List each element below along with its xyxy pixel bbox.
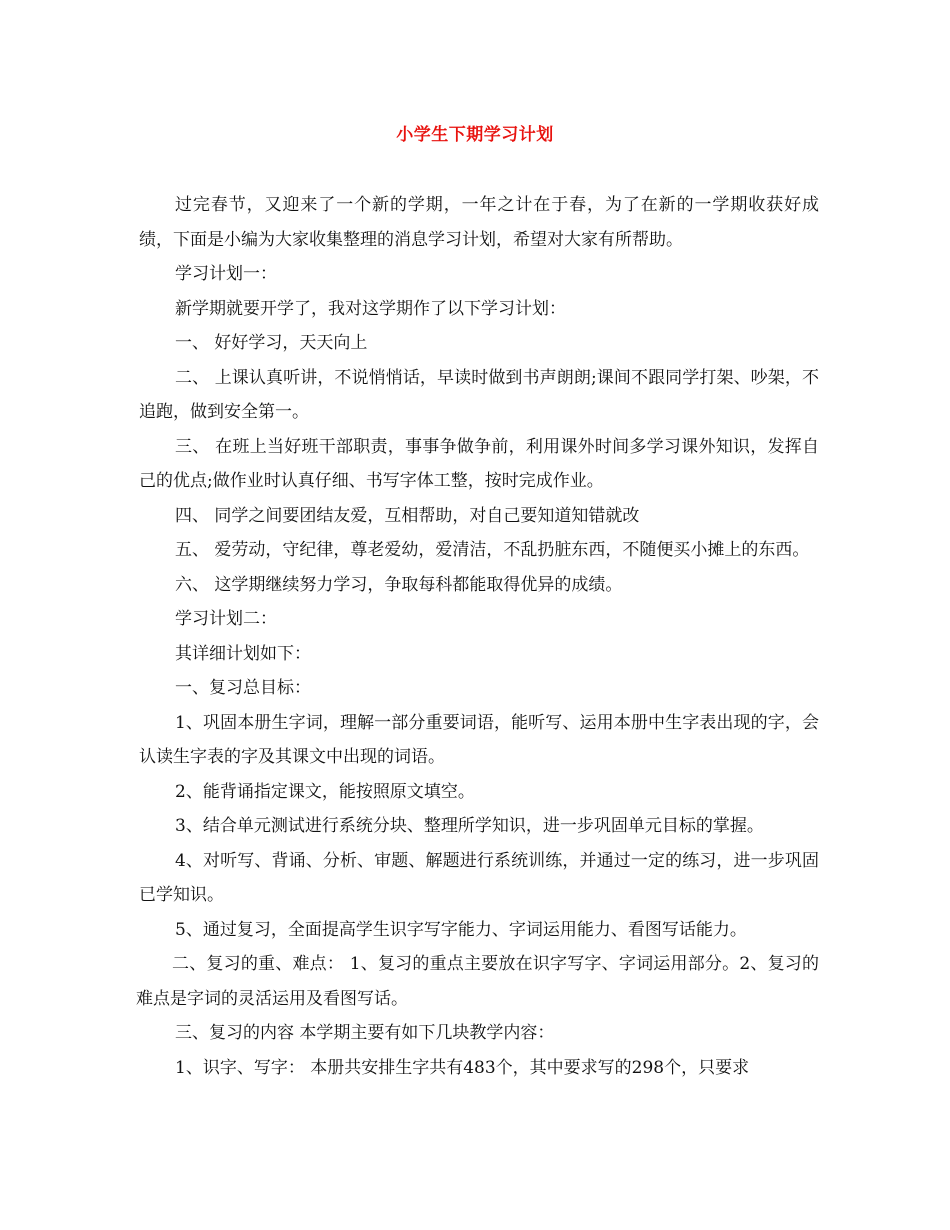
paragraph-review-goal-heading: 一、复习总目标： [175, 678, 311, 698]
paragraph-key-points: 二、复习的重、难点： 1、复习的重点主要放在识字写字、字词运用部分。2、复习的难点是字词的灵活运用及看图写话。 [136, 954, 819, 1009]
paragraph-review-content: 三、复习的内容 本学期主要有如下几块教学内容： [175, 1023, 555, 1043]
paragraph-plan-one-item-2: 二、 上课认真听讲，不说悄悄话，早读时做到书声朗朗;课间不跟同学打架、吵架，不追跑，做到安全第一。 [139, 367, 819, 422]
paragraph-plan-one-item-3: 三、 在班上当好班干部职责，事事争做争前，利用课外时间多学习课外知识，发挥自己的优点;做作业时认真仔细、书写字体工整，按时完成作业。 [139, 436, 819, 491]
paragraph-review-goal-1: 1、巩固本册生字词，理解一部分重要词语，能听写、运用本册中生字表出现的字，会认读生字表的字及其课文中出现的词语。 [139, 712, 819, 767]
paragraph-literacy: 1、识字、写字： 本册共安排生字共有483个，其中要求写的298个，只要求 [175, 1057, 750, 1078]
paragraph-plan-one-item-5: 五、 爱劳动，守纪律，尊老爱幼，爱清洁，不乱扔脏东西，不随便买小摊上的东西。 [175, 540, 810, 560]
paragraph-plan-one-item-4: 四、 同学之间要团结友爱，互相帮助，对自己要知道知错就改 [175, 505, 640, 526]
paragraph-review-goal-3: 3、结合单元测试进行系统分块、整理所学知识，进一步巩固单元目标的掌握。 [175, 816, 764, 836]
paragraph-plan-one-item-6: 六、 这学期继续努力学习，争取每科都能取得优异的成绩。 [175, 574, 623, 595]
paragraph-review-goal-2: 2、能背诵指定课文，能按照原文填空。 [175, 781, 475, 802]
document-body [136, 188, 819, 1085]
paragraph-plan-one-item-1: 一、 好好学习，天天向上 [175, 333, 368, 353]
document-title: 小学生下期学习计划 [396, 125, 554, 145]
paragraph-review-goal-4: 4、对听写、背诵、分析、审题、解题进行系统训练，并通过一定的练习，进一步巩固已学知识。 [139, 850, 819, 905]
paragraph-plan-two-intro: 其详细计划如下： [175, 643, 311, 664]
paragraph-intro: 过完春节，又迎来了一个新的学期，一年之计在于春，为了在新的一学期收获好成绩，下面是小编为大家收集整理的消息学习计划，希望对大家有所帮助。 [139, 195, 819, 250]
paragraph-plan-one-heading: 学习计划一： [175, 264, 277, 284]
paragraph-plan-one-intro: 新学期就要开学了，我对这学期作了以下学习计划： [175, 298, 566, 319]
paragraph-plan-two-heading: 学习计划二： [175, 609, 277, 629]
paragraph-review-goal-5: 5、通过复习，全面提高学生识字写字能力、字词运用能力、看图写话能力。 [175, 919, 747, 940]
